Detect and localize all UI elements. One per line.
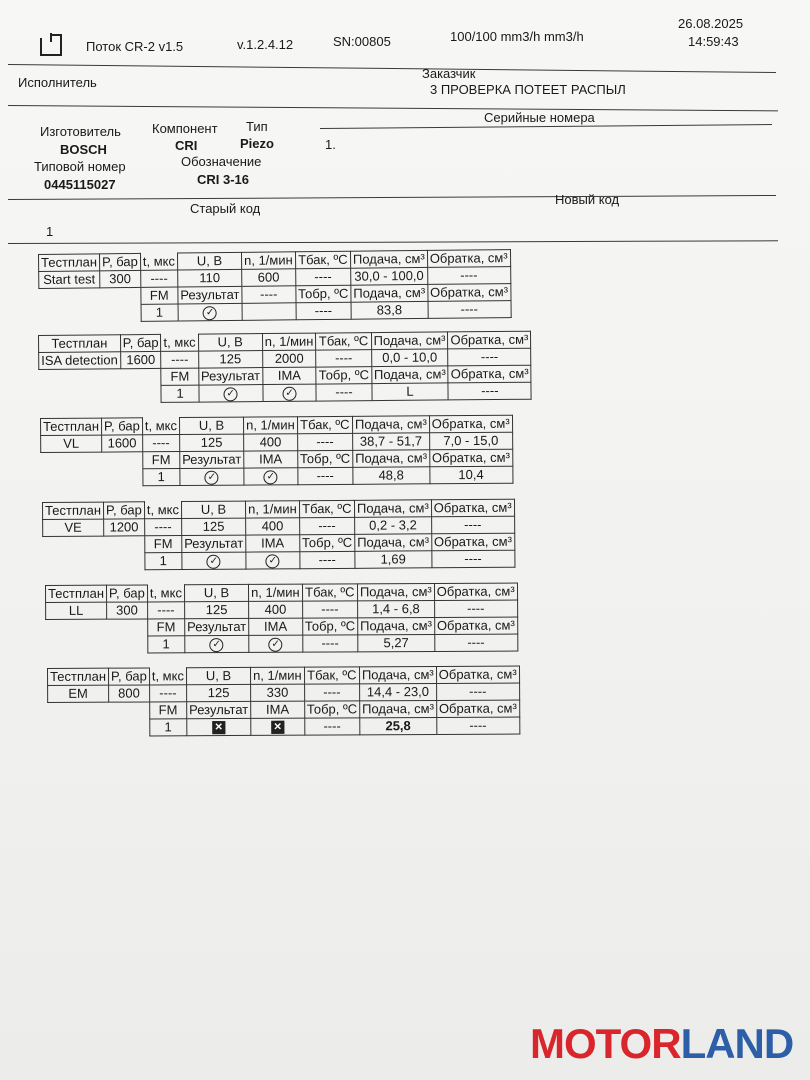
col-tret-header: Тобр, ºС (299, 534, 354, 551)
col-plan-header: Тестплан (39, 335, 121, 353)
component-label: Компонент (152, 121, 218, 136)
col-u-header: U, B (186, 667, 250, 684)
spacer (39, 386, 121, 404)
spacer (48, 719, 109, 736)
test-supply-range: 1,4 - 6,8 (357, 600, 434, 617)
col-n-header: n, 1/мин (243, 417, 297, 434)
check-ok-icon: ✓ (210, 638, 224, 652)
col-tret-header: Тобр, ºС (304, 701, 359, 718)
test-result (199, 385, 263, 403)
col-n-header: n, 1/мин (245, 501, 299, 518)
test-ima (246, 552, 300, 569)
document-logo-icon (38, 32, 64, 58)
col-result-header: Результат (182, 535, 246, 552)
test-tank: ---- (299, 517, 354, 534)
test-ima (263, 384, 317, 401)
test-ima (242, 303, 296, 321)
col-pressure-header: P, бар (108, 668, 149, 685)
col-result-header: Результат (187, 701, 251, 718)
col-u-header: U, B (177, 252, 241, 270)
test-result (178, 303, 242, 321)
col-supply-header: Подача, см³ (352, 416, 429, 434)
test-supply-range: 30,0 - 100,0 (351, 267, 428, 285)
executor-label: Исполнитель (18, 75, 97, 90)
col-u-header: U, B (184, 584, 248, 601)
check-fail-icon: ✕ (212, 721, 225, 734)
spacer (102, 469, 143, 486)
motorland-watermark (530, 1020, 793, 1068)
test-ima (244, 468, 298, 485)
col-plan-header: Тестплан (46, 585, 107, 602)
divider (8, 64, 776, 73)
test-tank: ---- (297, 433, 352, 450)
test-tank: ---- (316, 350, 371, 367)
spacer (109, 719, 150, 736)
col-return-header: Обратка, см³ (436, 666, 519, 683)
designation-label: Обозначение (181, 154, 262, 169)
component-value: CRI (175, 138, 198, 153)
test-name: ISA detection (39, 352, 121, 370)
test-name: VE (43, 519, 104, 536)
col-ima-header: IMA (262, 367, 316, 384)
test-return-range: ---- (427, 267, 510, 285)
col-supply-header: Подача, см³ (371, 366, 448, 384)
test-t: ---- (161, 351, 198, 368)
table-row (39, 382, 531, 403)
spacer (46, 636, 107, 653)
check-ok-icon: ✓ (224, 387, 238, 401)
test-return: ---- (448, 382, 531, 400)
col-return-header: Обратка, см³ (429, 415, 512, 433)
check-ok-icon: ✓ (205, 470, 219, 484)
test-return-range: 7,0 - 15,0 (429, 432, 512, 450)
test-return-range: ---- (436, 683, 519, 700)
divider (8, 195, 776, 200)
col-plan-header: Тестплан (48, 668, 109, 685)
col-n-header: n, 1/мин (250, 667, 304, 684)
col-pressure-header: P, бар (101, 418, 142, 435)
test-supply: 1,69 (355, 551, 432, 569)
col-return-header: Обратка, см³ (431, 533, 514, 551)
col-fm-header: FM (147, 619, 184, 636)
test-tret: ---- (304, 718, 359, 735)
test-result (182, 552, 246, 569)
test-return: ---- (428, 301, 511, 319)
test-fm: 1 (148, 636, 185, 653)
col-pressure-header: P, бар (106, 585, 147, 602)
col-fm-header: FM (161, 368, 198, 385)
col-supply-header: Подача, см³ (357, 583, 434, 600)
test-ima (251, 718, 305, 735)
model-value: 0445115027 (44, 177, 116, 192)
designation-value: CRI 3-16 (197, 172, 250, 187)
col-u-header: U, B (181, 501, 245, 518)
table-row (46, 634, 518, 653)
check-ok-icon: ✓ (282, 386, 296, 400)
test-supply-range: 0,2 - 3,2 (355, 517, 432, 535)
serials-label: Серийные номера (484, 110, 595, 125)
old-code-label: Старый код (190, 201, 261, 216)
test-return: 10,4 (430, 466, 513, 484)
check-ok-icon: ✓ (207, 554, 221, 568)
test-t: ---- (147, 602, 184, 619)
col-ima-header: IMA (246, 535, 300, 552)
col-supply-header: Подача, см³ (350, 250, 427, 268)
col-t-header: t, мкс (163, 334, 196, 350)
type-value: Piezo (240, 136, 274, 151)
col-return-header: Обратка, см³ (434, 583, 517, 600)
test-name: LL (46, 602, 107, 619)
col-tret-header: Тобр, ºС (297, 450, 352, 467)
col-t-header: t, мкс (149, 585, 182, 601)
test-tret: ---- (296, 302, 351, 320)
col-supply-header: Подача, см³ (371, 332, 448, 350)
test-pressure: 300 (100, 270, 141, 287)
col-return-header: Обратка, см³ (428, 284, 511, 302)
table-row (39, 301, 511, 323)
col-t-header: t, мкс (144, 417, 177, 434)
spacer (100, 304, 141, 321)
test-tret: ---- (298, 467, 353, 484)
watermark-part-motor: MOTOR (530, 1020, 681, 1067)
col-tret-header: Тобр, ºС (316, 367, 371, 384)
col-fm-header: FM (145, 536, 182, 553)
type-label: Тип (246, 119, 268, 134)
col-result-header: Результат (180, 451, 244, 468)
print-time: 14:59:43 (688, 34, 739, 49)
col-supply-header: Подача, см³ (360, 700, 437, 717)
test-tank: ---- (302, 601, 357, 618)
test-t: ---- (140, 270, 177, 287)
col-fm-header: FM (141, 287, 178, 304)
col-ima-header: IMA (244, 451, 298, 468)
app-version: v.1.2.4.12 (237, 37, 294, 52)
table-row (48, 700, 520, 719)
col-return-header: Обратка, см³ (434, 617, 517, 634)
col-ima-header: IMA (251, 701, 305, 718)
col-n-header: n, 1/мин (262, 333, 316, 350)
test-n: 400 (244, 434, 298, 451)
manufacturer-label: Изготовитель (40, 124, 121, 139)
col-pressure-header: P, бар (120, 334, 161, 351)
col-plan-header: Тестплан (39, 254, 100, 272)
model-label: Типовой номер (34, 159, 126, 174)
test-u: 125 (186, 684, 250, 701)
test-t: ---- (149, 685, 186, 702)
spacer (100, 287, 141, 304)
spacer (109, 702, 150, 719)
col-return-header: Обратка, см³ (431, 499, 514, 517)
test-name: VL (41, 435, 102, 452)
check-ok-icon: ✓ (266, 554, 280, 568)
watermark-part-land: LAND (680, 1020, 794, 1067)
col-t-header: t, мкс (151, 668, 184, 684)
test-u: 125 (184, 601, 248, 618)
col-return-header: Обратка, см³ (448, 331, 531, 349)
customer-value: 3 ПРОВЕРКА ПОТЕЕТ РАСПЫЛ (430, 82, 626, 97)
spacer (104, 553, 145, 570)
col-tank-header: Тбак, ºС (302, 584, 357, 601)
spacer (46, 619, 107, 636)
check-fail-icon: ✕ (271, 721, 284, 734)
col-tank-header: Тбак, ºС (299, 500, 354, 517)
spacer (120, 368, 161, 385)
col-u-header: U, B (198, 334, 262, 352)
test-t: ---- (142, 435, 179, 452)
test-return-range: ---- (434, 600, 517, 617)
table-row (46, 617, 518, 636)
test-supply: 25,8 (360, 717, 437, 734)
test-return: ---- (432, 550, 515, 568)
divider (8, 240, 778, 244)
col-return-header: Обратка, см³ (436, 700, 519, 717)
col-result-header: Результат (178, 286, 242, 304)
col-result-header: Результат (185, 618, 249, 635)
col-plan-header: Тестплан (43, 502, 104, 519)
test-tret: ---- (300, 551, 355, 568)
table-row (46, 583, 518, 602)
spacer (39, 305, 100, 323)
test-ima (249, 635, 303, 652)
col-return-header: Обратка, см³ (429, 449, 512, 467)
spacer (41, 469, 102, 486)
col-tret-header: Тобр, ºС (296, 285, 351, 303)
test-pressure: 800 (109, 685, 150, 702)
test-return: ---- (436, 717, 519, 734)
app-name: Поток CR-2 v1.5 (86, 39, 184, 54)
test-supply: L (372, 383, 449, 401)
spacer (48, 702, 109, 719)
spacer (43, 536, 104, 553)
test-fm: 1 (141, 304, 178, 321)
customer-label: Заказчик (422, 66, 476, 81)
test-t: ---- (144, 519, 181, 536)
col-return-header: Обратка, см³ (448, 365, 531, 383)
table-row (48, 666, 520, 685)
spacer (41, 452, 102, 469)
old-code-value: 1 (46, 224, 54, 239)
test-result (180, 468, 244, 485)
table-row (41, 466, 513, 486)
test-n: 600 (242, 269, 296, 287)
col-return-header: Обратка, см³ (427, 250, 510, 268)
test-return-range: ---- (431, 516, 514, 534)
test-name: EM (48, 685, 109, 702)
check-ok-icon: ✓ (269, 637, 283, 651)
units-label: 100/100 mm3/h mm3/h (450, 29, 584, 44)
manufacturer-value: BOSCH (60, 142, 107, 157)
table-row (43, 550, 515, 570)
test-return: ---- (434, 634, 517, 651)
spacer (102, 452, 143, 469)
test-tret: ---- (302, 635, 357, 652)
col-u-header: U, B (179, 417, 243, 434)
spacer (107, 619, 148, 636)
spacer (107, 636, 148, 653)
test-u: 125 (179, 434, 243, 451)
test-tank: ---- (295, 268, 350, 286)
test-n: 2000 (262, 350, 316, 367)
col-plan-header: Тестплан (41, 418, 102, 435)
col-fm-header: FM (143, 452, 180, 469)
spacer (104, 536, 145, 553)
test-supply: 5,27 (358, 634, 435, 651)
check-ok-icon: ✓ (203, 306, 217, 320)
new-code-label: Новый код (555, 192, 620, 207)
print-date: 26.08.2025 (678, 16, 744, 31)
divider (8, 105, 778, 111)
col-result-header: Результат (198, 368, 262, 386)
col-tank-header: Тбак, ºС (297, 416, 352, 433)
col-n-header: n, 1/мин (248, 584, 302, 601)
test-pressure: 1600 (102, 435, 143, 452)
col-supply-header: Подача, см³ (355, 534, 432, 552)
table-row (48, 717, 520, 736)
test-pressure: 1200 (104, 519, 145, 536)
test-pressure: 1600 (120, 351, 161, 368)
col-supply-header: Подача, см³ (354, 500, 431, 518)
col-pressure-header: P, бар (99, 253, 140, 270)
col-supply-header: Подача, см³ (353, 450, 430, 468)
test-supply-range: 38,7 - 51,7 (353, 433, 430, 451)
test-supply-range: 14,4 - 23,0 (359, 683, 436, 700)
test-supply-range: 0,0 - 10,0 (371, 349, 448, 367)
spacer (43, 553, 104, 570)
serial-number: SN:00805 (333, 34, 391, 49)
col-supply-header: Подача, см³ (359, 666, 436, 683)
test-u: 125 (198, 351, 262, 369)
test-fm: 1 (143, 469, 180, 486)
col-pressure-header: P, бар (103, 502, 144, 519)
test-tank: ---- (304, 684, 359, 701)
col-supply-header: Подача, см³ (358, 617, 435, 634)
test-supply: 83,8 (351, 301, 428, 319)
test-fm: 1 (150, 719, 187, 736)
test-result (187, 718, 251, 735)
spacer (121, 385, 162, 402)
test-result (185, 635, 249, 652)
col-ima-header: IMA (249, 618, 303, 635)
test-n: 330 (251, 684, 305, 701)
test-u: 125 (181, 518, 245, 535)
test-name: Start test (39, 271, 100, 289)
spacer (39, 369, 121, 387)
col-tret-header: Тобр, ºС (302, 618, 357, 635)
col-tank-header: Тбак, ºС (304, 667, 359, 684)
test-fm: 1 (145, 553, 182, 570)
col-t-header: t, мкс (146, 501, 179, 518)
test-tret: ---- (316, 384, 371, 401)
test-pressure: 300 (107, 602, 148, 619)
check-ok-icon: ✓ (264, 470, 278, 484)
col-t-header: t, мкс (142, 253, 176, 269)
serials-value: 1. (325, 137, 336, 152)
col-ima-header: ---- (242, 286, 296, 304)
spacer (39, 288, 100, 306)
col-n-header: n, 1/мин (241, 252, 295, 270)
test-fm: 1 (161, 385, 198, 402)
col-tank-header: Тбак, ºС (295, 251, 350, 269)
col-fm-header: FM (149, 702, 186, 719)
col-supply-header: Подача, см³ (351, 284, 428, 302)
col-tank-header: Тбак, ºС (316, 333, 371, 350)
test-u: 110 (178, 269, 242, 287)
test-n: 400 (246, 518, 300, 535)
test-supply: 48,8 (353, 467, 430, 485)
test-n: 400 (249, 601, 303, 618)
test-return-range: ---- (448, 348, 531, 366)
